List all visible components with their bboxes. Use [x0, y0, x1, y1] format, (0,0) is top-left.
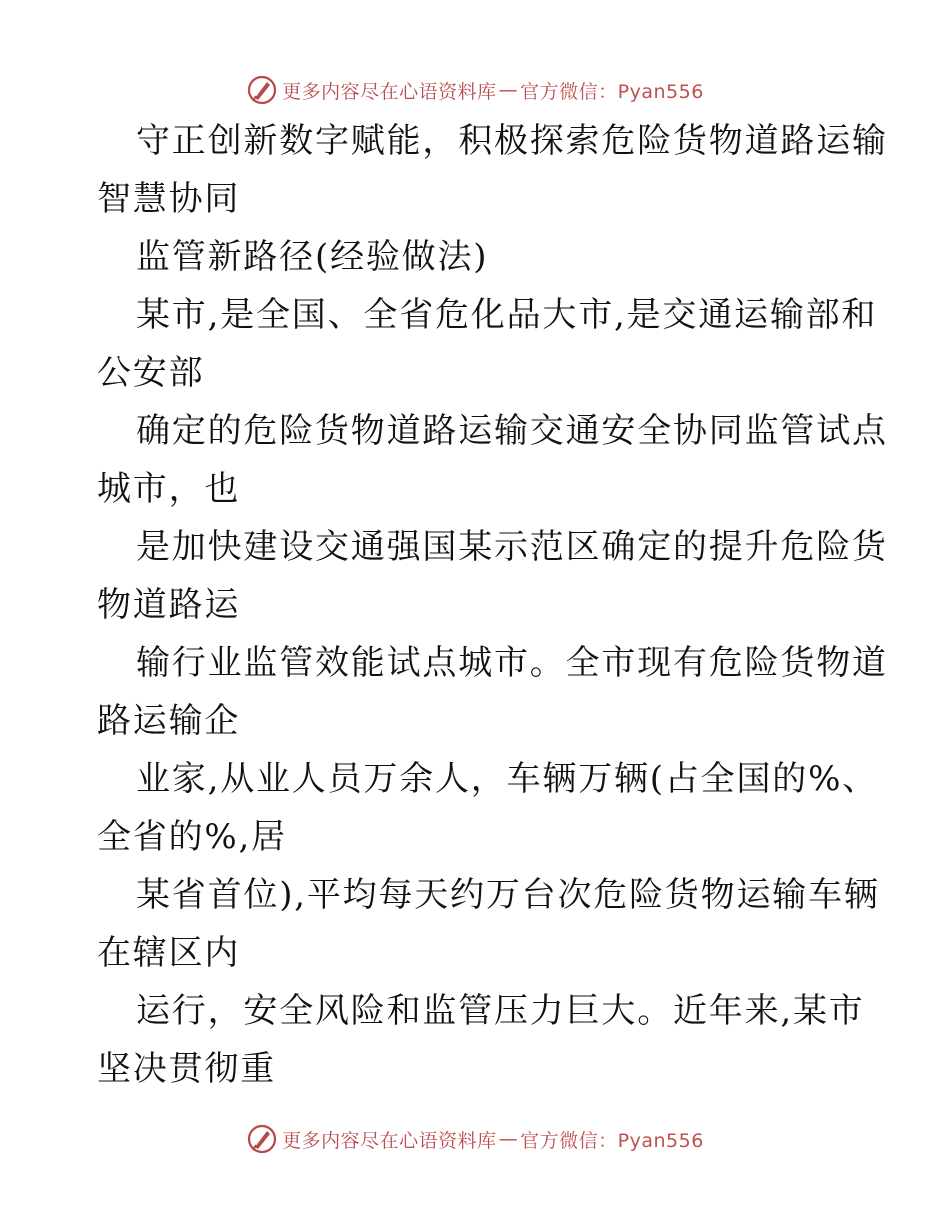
- paragraph-line: 输行业监管效能试点城市。全市现有危险货物道: [136, 643, 888, 683]
- paragraph-title-1: [0, 112, 950, 228]
- paragraph-line: 业家,从业人员万余人，车辆万辆(占全国的%、: [136, 759, 878, 799]
- paragraph-line: 守正创新数字赋能，积极探索危险货物道路运输: [136, 121, 888, 161]
- paragraph: [0, 982, 950, 1098]
- paragraph-line: 某市,是全国、全省危化品大市,是交通运输部和: [136, 295, 878, 335]
- header-wechat-text: 官方微信：Pyan556: [520, 80, 704, 103]
- quill-pen-icon: [246, 74, 278, 106]
- header-watermark: [0, 70, 950, 110]
- paragraph-line: 公安部: [97, 353, 205, 393]
- paragraph-line: 在辖区内: [97, 933, 241, 973]
- paragraph-line: 城市，也: [97, 469, 241, 509]
- document-body: [0, 112, 950, 1098]
- paragraph: [0, 750, 950, 866]
- paragraph: [0, 634, 950, 750]
- paragraph: [0, 866, 950, 982]
- paragraph-line: 监管新路径(经验做法): [136, 237, 489, 277]
- paragraph: [0, 402, 950, 518]
- header-site-text: 更多内容尽在心语资料库: [282, 80, 497, 103]
- paragraph-line: 坚决贯彻重: [97, 1049, 276, 1089]
- footer-dash: —: [498, 1128, 519, 1150]
- paragraph: [0, 518, 950, 634]
- paragraph-line: 运行，安全风险和监管压力巨大。近年来,某市: [136, 991, 865, 1031]
- footer-site-text: 更多内容尽在心语资料库: [282, 1129, 497, 1152]
- paragraph-line: 是加快建设交通强国某示范区确定的提升危险货: [136, 527, 888, 567]
- paragraph-line: 物道路运: [97, 585, 241, 625]
- paragraph-line: 某省首位),平均每天约万台次危险货物运输车辆: [136, 875, 880, 915]
- quill-pen-icon: [246, 1123, 278, 1155]
- paragraph-line: 确定的危险货物道路运输交通安全协同监管试点: [136, 411, 888, 451]
- paragraph-line: 全省的%,居: [97, 817, 287, 857]
- paragraph-line: 智慧协同: [97, 179, 241, 219]
- footer-wechat-text: 官方微信：Pyan556: [520, 1129, 704, 1152]
- header-dash: —: [498, 79, 519, 101]
- footer-watermark: [0, 1119, 950, 1159]
- paragraph-title-2: [0, 228, 950, 286]
- paragraph: [0, 286, 950, 402]
- paragraph-line: 路运输企: [97, 701, 241, 741]
